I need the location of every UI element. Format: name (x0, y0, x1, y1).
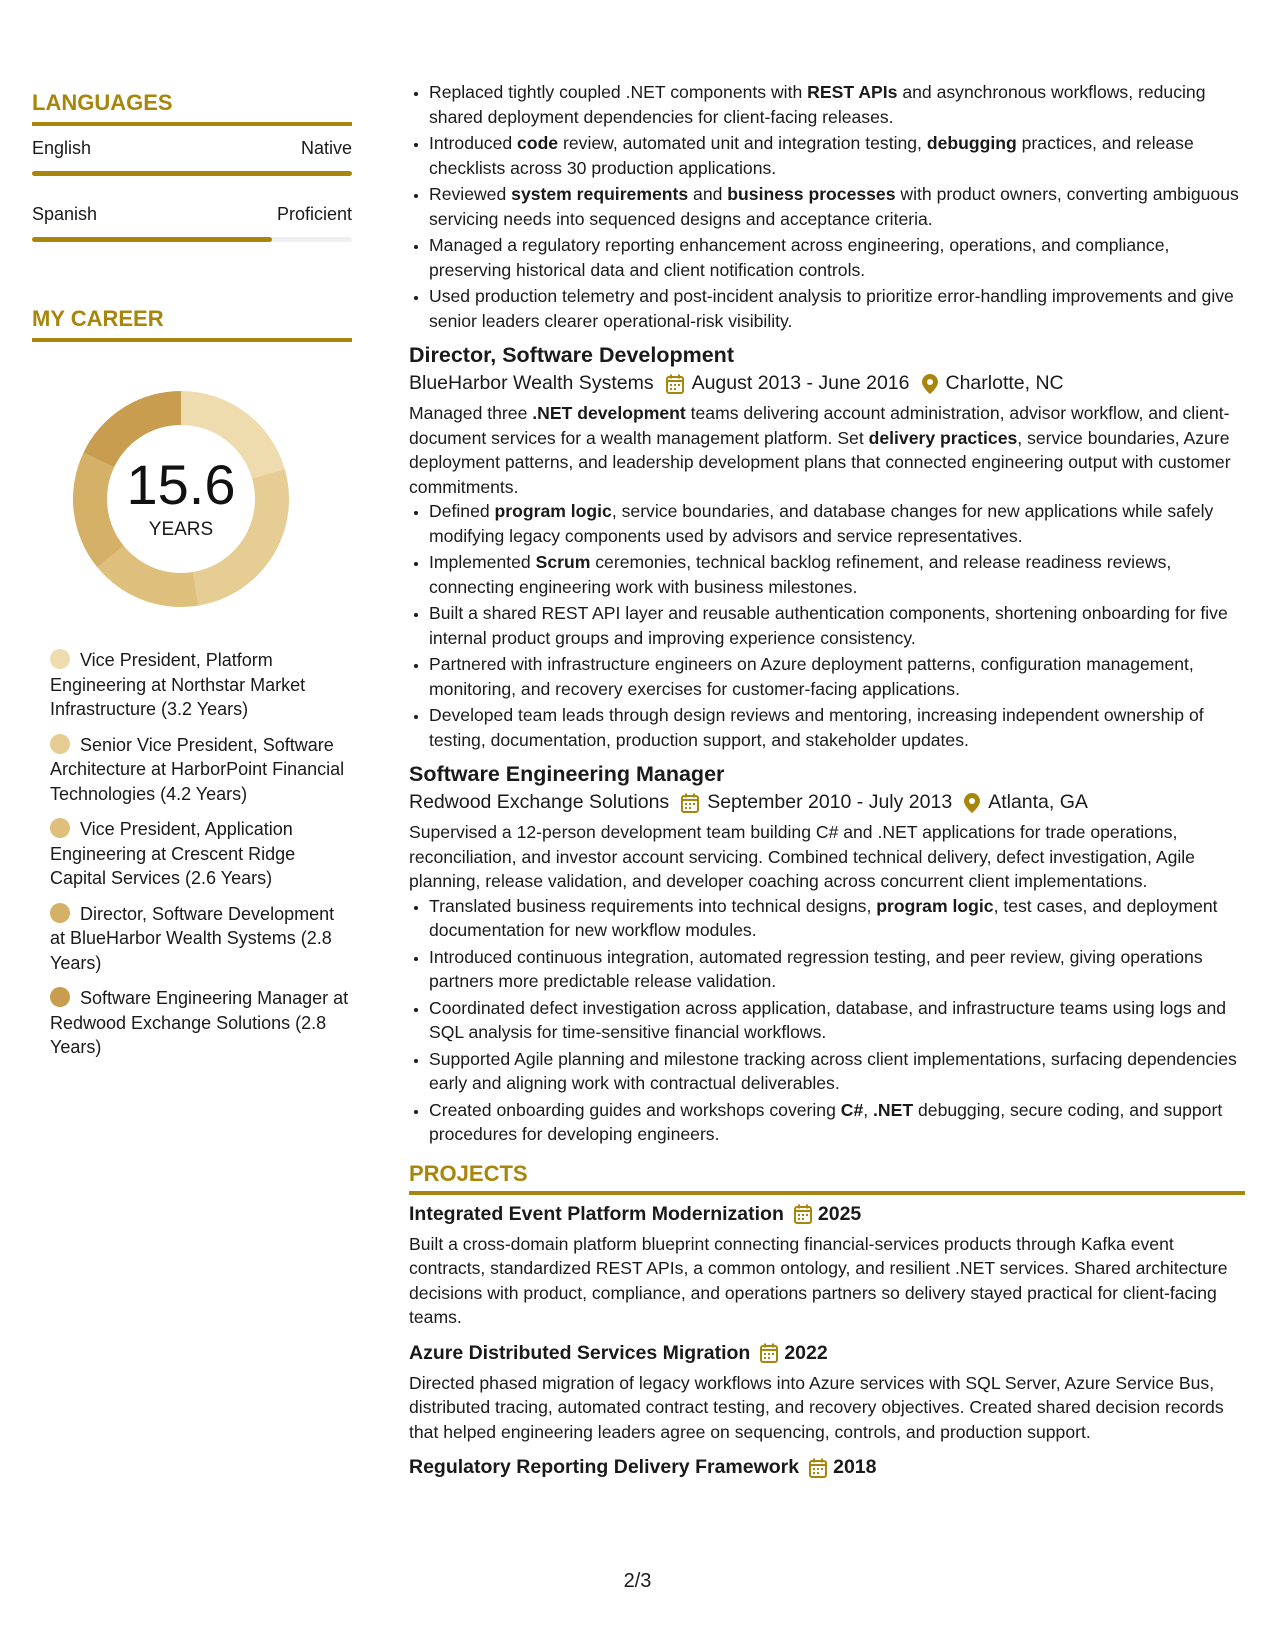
project-description: Built a cross-domain platform blueprint connecting financial-services products through Kafka event contracts, standardized REST APIs, a common ontology, and resilient .NET services. Shared architecture decisions with product, compliance, and operations partners so delivery stayed practical for client-facing teams. (409, 1233, 1228, 1327)
career-legend-item (50, 986, 352, 1060)
job-location: Atlanta, GA (988, 791, 1088, 813)
language-level: Proficient (276, 204, 352, 224)
section-title-projects: PROJECTS (409, 1160, 528, 1186)
left-column (32, 90, 352, 1071)
job-summary: Supervised a 12-person development team building C# and .NET applications for trade operations, reconciliation, and investor account servicing. Combined technical delivery, defect investigation, Agile planning, release validation, and developer coaching across concurrent client implementations. (409, 822, 1195, 891)
legend-dot (50, 903, 70, 923)
project-description: Directed phased migration of legacy workflows into Azure services with SQL Server, Azure Service Bus, distributed tracing, automated contract testing, and recovery objectives. Created shared decision records that helped engineering leaders agree on sequencing, controls, and production support. (409, 1372, 1224, 1442)
bullet-item: • Built a shared REST API layer and reusable authentication components, shortening onboarding for five internal product groups and improving experience consistency. (429, 601, 1245, 650)
legend-dot (50, 649, 70, 669)
job-entry (409, 343, 1245, 752)
bullet-item: • Reviewed system requirements and business processes with product owners, converting ambiguous servicing needs into sequenced designs and acceptance criteria. (429, 182, 1245, 231)
language-bar (32, 237, 352, 242)
legend-label: Senior Vice President, Software Architecture at HarborPoint Financial Technologies (4.2 Years) (50, 734, 345, 804)
bullet-item: • Managed a regulatory reporting enhancement across engineering, operations, and compliance, preserving historical data and client notification controls. (429, 233, 1245, 282)
job-title: Software Engineering Manager (409, 762, 725, 786)
language-name: Spanish (32, 204, 98, 224)
job-dates: September 2010 - July 2013 (707, 791, 953, 813)
job-company: BlueHarbor Wealth Systems (409, 372, 654, 394)
career-legend-item (50, 733, 352, 807)
section-title-career: MY CAREER (32, 306, 164, 331)
bullet-item: • Introduced continuous integration, automated regression testing, and peer review, giving operations partners more predictable release validation. (429, 945, 1245, 994)
location-pin-icon (964, 793, 980, 813)
right-column (409, 80, 1245, 1479)
legend-label: Director, Software Development at BlueHarbor Wealth Systems (2.8 Years) (50, 903, 335, 973)
career-section (32, 306, 352, 1060)
calendar-icon (666, 374, 684, 394)
project-entry (409, 1342, 1245, 1445)
career-legend (50, 648, 352, 1060)
bullet-item: • Implemented Scrum ceremonies, technical backlog refinement, and release readiness reviews, connecting engineering work with business milestones. (429, 550, 1245, 599)
job-entry (409, 762, 1245, 1147)
bullet-item: • Replaced tightly coupled .NET components with REST APIs and asynchronous workflows, reducing shared deployment dependencies for client-facing releases. (429, 80, 1245, 129)
legend-label: Vice President, Platform Engineering at Northstar Market Infrastructure (3.2 Years) (50, 650, 306, 719)
section-rule (409, 1191, 1245, 1195)
project-name: Azure Distributed Services Migration (409, 1341, 751, 1364)
project-entry (409, 1203, 1245, 1330)
legend-dot (50, 734, 70, 754)
legend-dot (50, 987, 70, 1007)
bullet-item: • Created onboarding guides and workshops covering C#, .NET debugging, secure coding, and support procedures for developing engineers. (429, 1098, 1245, 1147)
career-donut-chart (66, 384, 296, 614)
bullet-item: • Supported Agile planning and milestone tracking across client implementations, surfacing dependencies early and aligning work with contractual deliverables. (429, 1047, 1245, 1096)
languages-section (32, 90, 352, 242)
job-meta (409, 372, 1245, 395)
project-name: Integrated Event Platform Modernization (409, 1202, 784, 1225)
language-level: Native (300, 138, 352, 158)
project-title (409, 1456, 1245, 1479)
job-dates: August 2013 - June 2016 (691, 372, 910, 394)
calendar-icon (809, 1458, 827, 1478)
previous-job-bullets (409, 80, 1245, 333)
job-bullets (409, 499, 1245, 752)
job-meta (409, 791, 1245, 814)
job-company: Redwood Exchange Solutions (409, 791, 670, 813)
project-title (409, 1342, 1245, 1365)
project-name: Regulatory Reporting Delivery Framework (409, 1456, 800, 1478)
project-year: 2022 (784, 1341, 828, 1364)
legend-label: Software Engineering Manager at Redwood Exchange Solutions (2.8 Years) (50, 988, 349, 1057)
career-legend-item (50, 817, 352, 891)
project-year: 2025 (817, 1202, 862, 1225)
project-title (409, 1203, 1245, 1226)
calendar-icon (760, 1343, 778, 1363)
career-legend-item (50, 902, 352, 976)
career-total-unit: YEARS (148, 519, 214, 540)
bullet-item: • Introduced code review, automated unit and integration testing, debugging practices, and release checklists across 30 production applications. (429, 131, 1245, 180)
calendar-icon (681, 793, 699, 813)
section-title-languages: LANGUAGES (32, 90, 173, 115)
bullet-item: • Translated business requirements into technical designs, program logic, test cases, and deployment documentation for new workflow modules. (429, 894, 1245, 943)
language-name: English (32, 138, 92, 158)
job-title: Director, Software Development (409, 343, 734, 367)
bullet-item: • Partnered with infrastructure engineers on Azure deployment patterns, configuration management, monitoring, and recovery exercises for customer-facing applications. (429, 652, 1245, 701)
location-pin-icon (922, 374, 938, 394)
job-location: Charlotte, NC (945, 372, 1064, 394)
section-rule (32, 122, 352, 126)
language-item (32, 138, 352, 176)
bullet-item: • Used production telemetry and post-incident analysis to prioritize error-handling improvements and give senior leaders clearer operational-risk visibility. (429, 284, 1245, 333)
bullet-item: • Defined program logic, service boundaries, and database changes for new applications while safely modifying legacy components used by advisors and service representatives. (429, 499, 1245, 548)
language-bar (32, 171, 352, 176)
calendar-icon (794, 1204, 812, 1224)
legend-dot (50, 818, 70, 838)
section-rule (32, 338, 352, 342)
career-total-years: 15.6 (126, 453, 236, 516)
page-number: 2/3 (623, 1570, 652, 1592)
language-bar-fill (32, 171, 352, 176)
language-bar-fill (32, 237, 272, 242)
bullet-item: • Coordinated defect investigation across application, database, and infrastructure teams using logs and SQL analysis for time-sensitive financial workflows. (429, 996, 1245, 1045)
bullet-item: • Developed team leads through design reviews and mentoring, increasing independent ownership of testing, documentation, production support, and stakeholder updates. (429, 703, 1245, 752)
projects-section (409, 1161, 1245, 1480)
project-year: 2018 (833, 1456, 877, 1478)
job-bullets (409, 894, 1245, 1147)
project-entry (409, 1456, 1245, 1479)
language-item (32, 204, 352, 242)
career-legend-item (50, 648, 352, 722)
job-summary: Managed three .NET development teams delivering account administration, advisor workflow, and client-document services for a wealth management platform. Set delivery practices, service boundaries, Azure deployment patterns, and leadership development plans that connected engineering output with customer commitments. (409, 403, 1231, 497)
legend-label: Vice President, Application Engineering at Crescent Ridge Capital Services (2.6 Years) (50, 819, 296, 888)
